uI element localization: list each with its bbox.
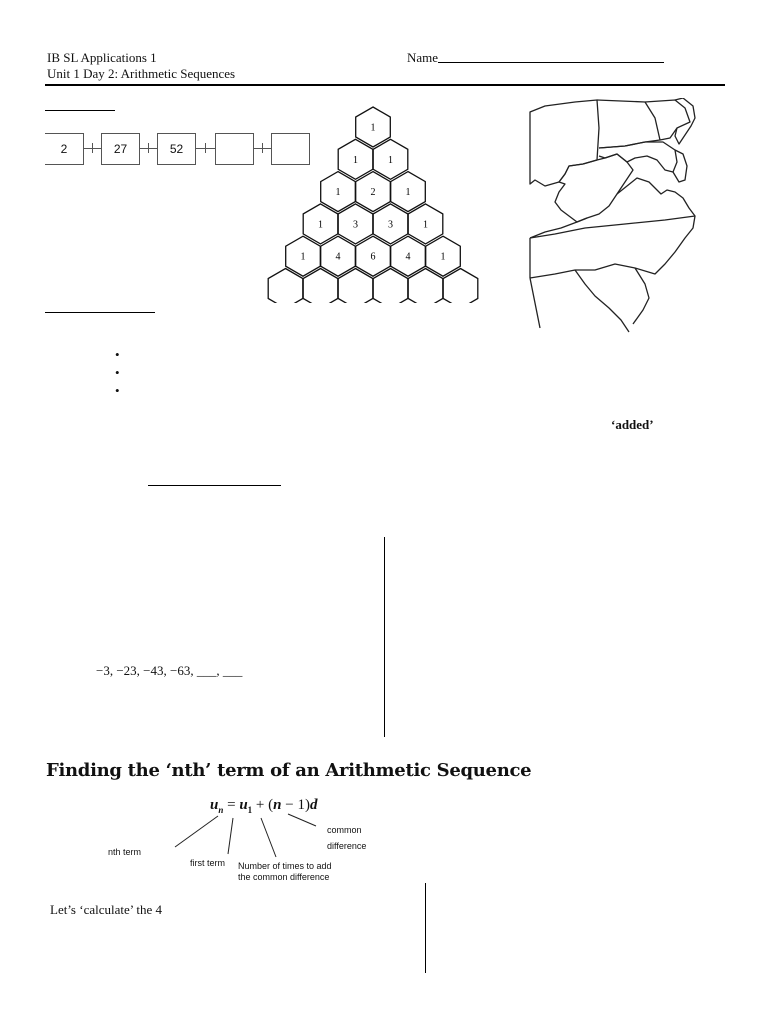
state-outline xyxy=(530,268,649,332)
nth-term-formula: $u_n = u_1 + (n - 1)d$ xyxy=(210,797,318,815)
sequence-box-4 xyxy=(215,133,254,165)
blank-heading-1 xyxy=(45,110,115,111)
sequence-tick xyxy=(262,143,263,153)
nth-term-heading: Finding the ‘nth’ term of an Arithmetic Sequence xyxy=(46,760,532,781)
state-outline xyxy=(555,154,633,222)
pascal-value: 3 xyxy=(388,219,393,231)
name-label: Name xyxy=(407,50,439,65)
state-outline xyxy=(675,98,695,144)
arrow-common xyxy=(288,814,316,826)
pascal-triangle xyxy=(265,105,485,303)
label-common-line2: difference xyxy=(327,841,367,851)
label-nth-term: nth term xyxy=(108,847,142,857)
pascal-value: 1 xyxy=(388,154,393,166)
pascal-value: 1 xyxy=(318,219,323,231)
pascal-value: 3 xyxy=(353,219,358,231)
pascal-value: 6 xyxy=(370,251,376,263)
label-common-line1: common xyxy=(327,825,362,835)
name-blank xyxy=(438,62,664,63)
formula-arrows xyxy=(140,812,340,862)
arrow-times xyxy=(261,818,276,857)
pascal-value: 1 xyxy=(423,219,428,231)
pascal-value: 4 xyxy=(335,251,341,263)
pascal-value: 1 xyxy=(405,187,411,199)
arrow-first-term xyxy=(228,818,233,854)
column-divider xyxy=(425,883,426,973)
bullet-point: • xyxy=(115,347,120,362)
column-divider xyxy=(384,537,385,737)
label-times-line1: Number of times to add xyxy=(238,861,332,871)
course-title: IB SL Applications 1 xyxy=(47,50,157,65)
pascal-value: 1 xyxy=(300,251,306,263)
example-sequence: −3, −23, −43, −63, ___, ___ xyxy=(96,663,243,678)
header-rule xyxy=(45,84,725,86)
blank-heading-2 xyxy=(45,312,155,313)
sequence-tick xyxy=(205,143,206,153)
sequence-box-3: 52 xyxy=(157,133,196,165)
sequence-box-1: 2 xyxy=(45,133,84,165)
unit-title: Unit 1 Day 2: Arithmetic Sequences xyxy=(47,66,236,81)
added-word: ‘added’ xyxy=(611,417,654,432)
state-outline xyxy=(597,100,660,148)
pascal-value: 2 xyxy=(370,187,376,199)
state-map xyxy=(525,98,725,334)
state-outline xyxy=(530,100,599,186)
blank-line-3 xyxy=(148,485,281,486)
sequence-tick xyxy=(92,143,93,153)
label-times-to-add xyxy=(238,861,332,883)
name-field[interactable] xyxy=(407,50,664,65)
pascal-value: 1 xyxy=(353,154,358,166)
sequence-box-2: 27 xyxy=(101,133,140,165)
calculate-text: Let’s ‘calculate’ the 4 xyxy=(50,902,163,917)
bullet-point: • xyxy=(115,365,120,380)
label-common-difference xyxy=(327,822,366,854)
label-times-line2: the common difference xyxy=(238,872,330,882)
bullet-point: • xyxy=(115,383,120,398)
pascal-value: 1 xyxy=(335,187,341,199)
state-outline xyxy=(530,218,587,238)
sequence-tick xyxy=(148,143,149,153)
state-outline xyxy=(645,100,690,140)
label-first-term: first term xyxy=(190,858,225,868)
pascal-value: 1 xyxy=(440,251,446,263)
pascal-value: 4 xyxy=(405,251,411,263)
pascal-value: 1 xyxy=(370,122,376,134)
arrow-nth-term xyxy=(175,816,218,847)
state-outline xyxy=(599,142,677,172)
